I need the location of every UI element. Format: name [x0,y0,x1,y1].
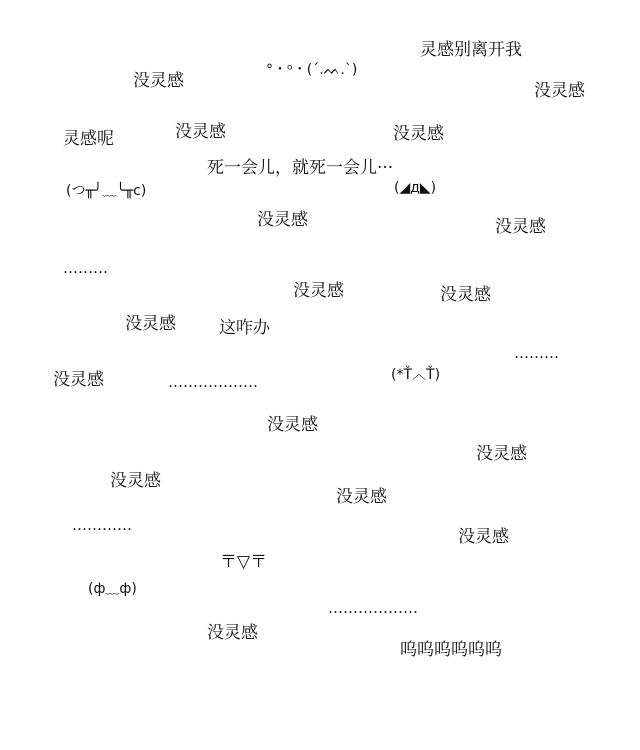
ellipsis: ……… [63,259,108,277]
text-no-inspiration: 没灵感 [267,415,318,435]
text-no-inspiration: 没灵感 [458,527,509,547]
ellipsis: ……………… [168,373,258,391]
text-no-inspiration: 没灵感 [133,71,184,91]
text-no-inspiration: 没灵感 [257,210,308,230]
ellipsis: ……………… [328,599,418,617]
text-no-inspiration: 没灵感 [440,285,491,305]
text-crying-sound: 呜呜呜呜呜呜 [400,640,502,660]
text-no-inspiration: 没灵感 [293,281,344,301]
text-no-inspiration: 没灵感 [336,487,387,507]
text-no-inspiration: 没灵感 [125,314,176,334]
ellipsis: ………… [72,516,132,534]
kaomoji-crying-face: 〒▽〒 [220,552,268,572]
text-what-to-do: 这咋办 [219,318,270,338]
text-no-inspiration: 没灵感 [476,444,527,464]
kaomoji-crying: (つ╥╯﹏╰╥c) [66,183,147,199]
text-no-inspiration: 没灵感 [393,124,444,144]
kaomoji-sad-sparkles: °・ᵒ・(ˊ.ᨓ.ˋ) [266,62,358,78]
text-no-inspiration: 没灵感 [495,217,546,237]
text-no-inspiration: 没灵感 [534,81,585,101]
kaomoji-sad: (ф﹏ф) [88,581,137,597]
text-inspiration-leave-me: 灵感别离开我 [420,40,522,60]
text-no-inspiration: 没灵感 [110,471,161,491]
text-die-a-while: 死一会儿，就死一会儿··· [207,158,394,178]
text-where-is-inspiration: 灵感呢 [63,129,114,149]
ellipsis: ……… [514,344,559,362]
text-no-inspiration: 没灵感 [175,122,226,142]
kaomoji-tears: (*Ť︿Ť) [391,367,441,383]
text-no-inspiration: 没灵感 [207,623,258,643]
text-no-inspiration: 没灵感 [53,370,104,390]
kaomoji-angry: (◢д◣) [394,180,437,196]
